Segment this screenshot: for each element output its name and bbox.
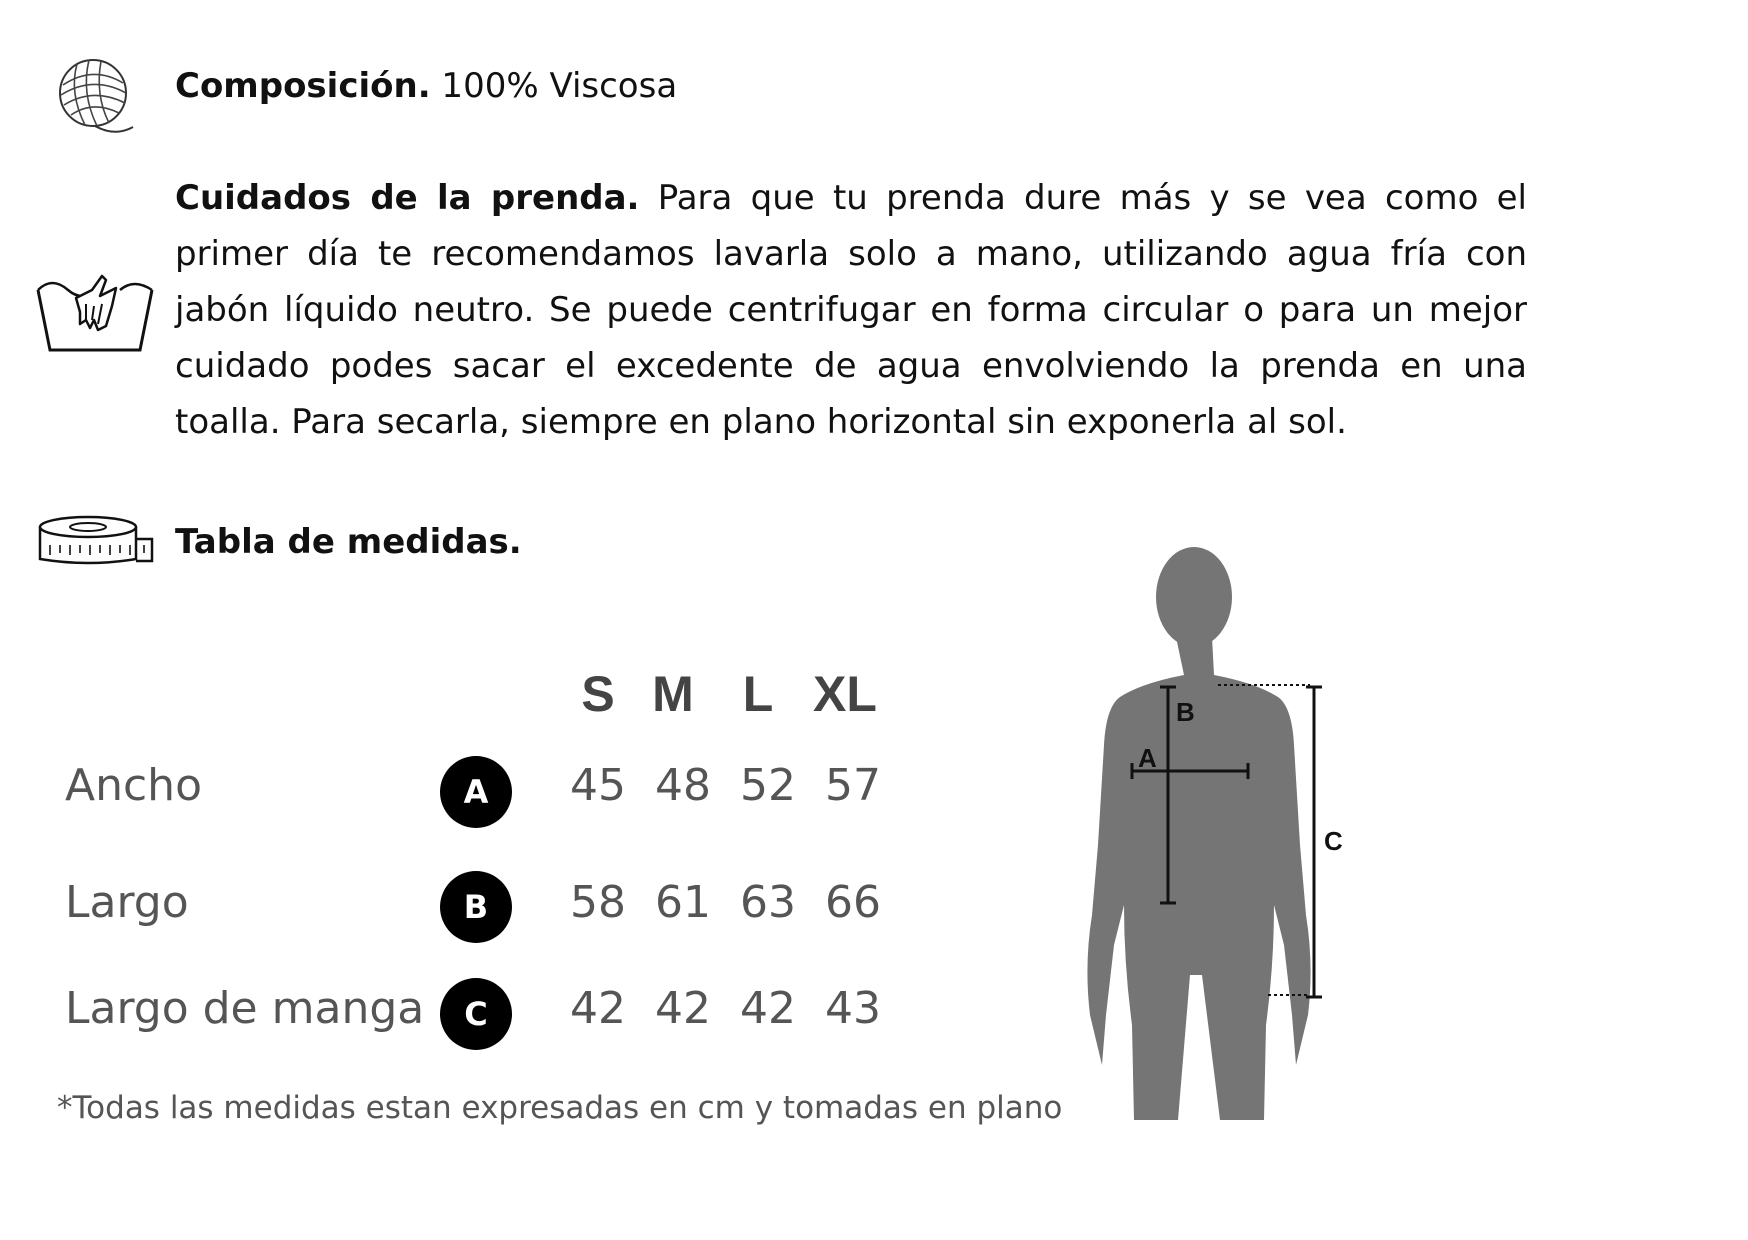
cell-b-xl: 66 bbox=[825, 877, 881, 928]
care-paragraph bbox=[175, 170, 1527, 450]
cell-b-s: 58 bbox=[570, 877, 626, 928]
cell-a-m: 48 bbox=[655, 760, 711, 811]
cell-b-m: 61 bbox=[655, 877, 711, 928]
footnote: *Todas las medidas estan expresadas en cm y tomadas en plano bbox=[57, 1090, 1063, 1126]
composition-value: 100% Viscosa bbox=[430, 66, 678, 106]
measurements-title: Tabla de medidas. bbox=[175, 522, 522, 562]
size-header-m: M bbox=[652, 666, 694, 722]
row-label-ancho: Ancho bbox=[65, 760, 202, 811]
cell-c-xl: 43 bbox=[825, 983, 881, 1034]
figure-label-b: B bbox=[1176, 697, 1195, 727]
size-header-xl: XL bbox=[813, 666, 877, 722]
cell-a-xl: 57 bbox=[825, 760, 881, 811]
composition-line bbox=[175, 58, 677, 114]
body-silhouette-figure bbox=[1060, 545, 1360, 1125]
size-header-l: L bbox=[742, 666, 774, 722]
measuring-tape-icon bbox=[38, 515, 156, 565]
cell-b-l: 63 bbox=[740, 877, 796, 928]
row-label-largo-de-manga: Largo de manga bbox=[65, 983, 425, 1034]
composition-label: Composición. bbox=[175, 66, 431, 106]
care-label: Cuidados de la prenda. bbox=[175, 178, 640, 218]
care-text: Para que tu prenda dure más y se vea como el primer día te recomendamos lavarla solo a mano, utilizando agua fría con jabón líquido neutro. Se puede centrifugar en forma circular o para un mejor cuidado podes sacar el excedente de agua envolviendo la prenda en una toalla. Para secarla, siempre en plano horizontal sin exponerla al sol. bbox=[175, 178, 1527, 442]
figure-label-c: C bbox=[1324, 826, 1343, 856]
cell-a-l: 52 bbox=[740, 760, 796, 811]
figure-label-a: A bbox=[1138, 743, 1157, 773]
badge-a: A bbox=[440, 756, 512, 828]
row-label-largo: Largo bbox=[65, 877, 189, 928]
cell-c-m: 42 bbox=[655, 983, 711, 1034]
yarn-ball-icon bbox=[55, 55, 140, 135]
cell-a-s: 45 bbox=[570, 760, 626, 811]
badge-c: C bbox=[440, 978, 512, 1050]
cell-c-l: 42 bbox=[740, 983, 796, 1034]
cell-c-s: 42 bbox=[570, 983, 626, 1034]
size-header-s: S bbox=[581, 666, 615, 722]
hand-wash-icon bbox=[36, 268, 156, 356]
badge-b: B bbox=[440, 871, 512, 943]
silhouette-shape bbox=[1087, 547, 1310, 1120]
